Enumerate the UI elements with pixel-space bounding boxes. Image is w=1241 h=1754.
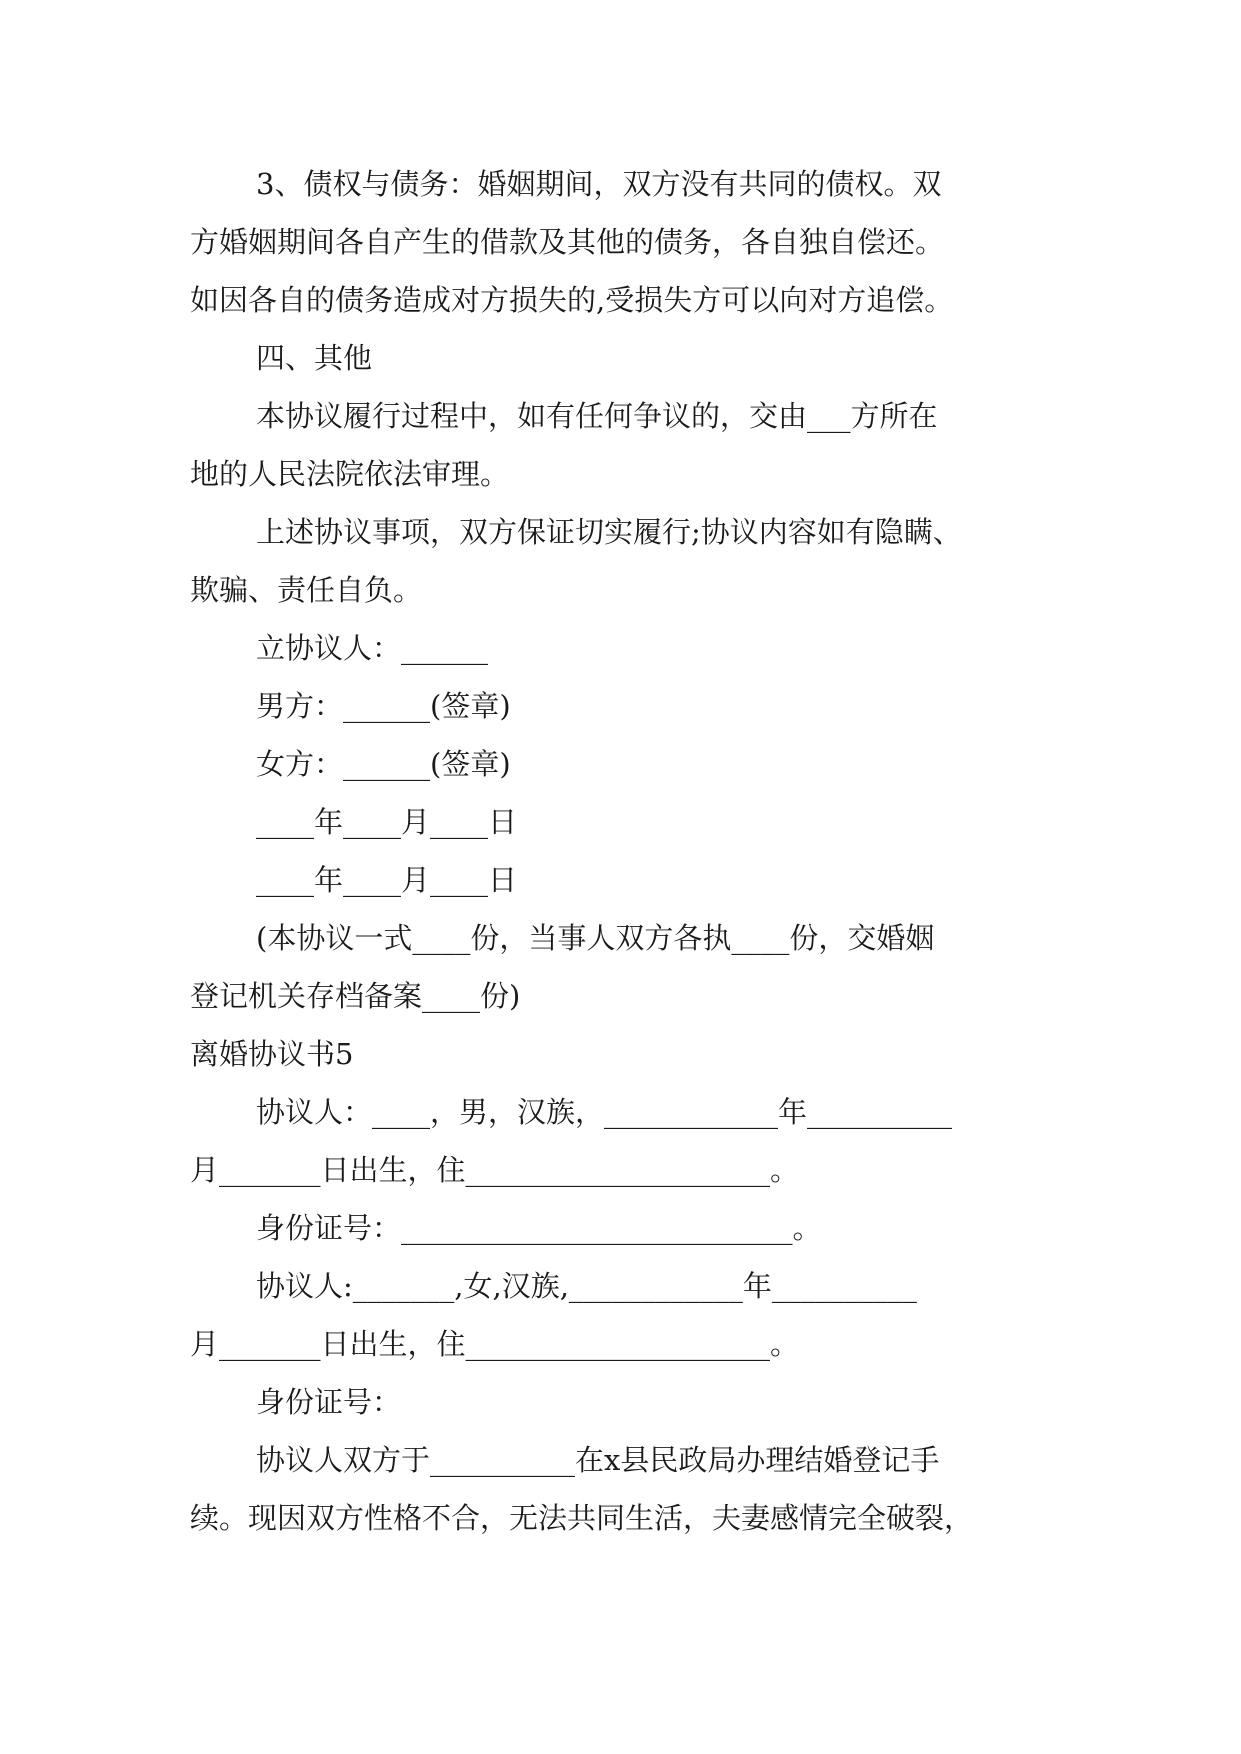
paragraph-line: 地的人民法院依法审理。	[190, 457, 510, 491]
signatory-line: 立协议人：______	[256, 631, 489, 665]
paragraph-line: 3、债权与债务：婚姻期间，双方没有共同的债权。双	[256, 167, 942, 201]
section-heading: 四、其他	[256, 341, 373, 375]
party-info-line: 协议人:_______,女,汉族,____________年__________	[256, 1269, 917, 1303]
copies-note-line: 登记机关存档备案____份)	[190, 979, 521, 1013]
paragraph-line: 欺骗、责任自负。	[190, 573, 423, 607]
paragraph-line: 上述协议事项，双方保证切实履行;协议内容如有隐瞒、	[256, 515, 962, 549]
paragraph-line: 本协议履行过程中，如有任何争议的，交由___方所在	[256, 399, 938, 433]
male-party-signature-line: 男方：______(签章)	[256, 689, 511, 723]
party-info-line: 月_______日出生，住_____________________。	[190, 1327, 800, 1361]
date-line: ____年____月____日	[256, 863, 518, 897]
paragraph-line: 续。现因双方性格不合，无法共同生活，夫妻感情完全破裂，	[190, 1501, 974, 1535]
paragraph-line: 如因各自的债务造成对方损失的,受损失方可以向对方追偿。	[190, 283, 954, 317]
id-number-line: 身份证号：	[256, 1385, 402, 1419]
paragraph-line: 方婚姻期间各自产生的借款及其他的债务，各自独自偿还。	[190, 225, 945, 259]
party-info-line: 月_______日出生，住_____________________。	[190, 1153, 800, 1187]
female-party-signature-line: 女方：______(签章)	[256, 747, 511, 781]
copies-note-line: (本协议一式____份，当事人双方各执____份，交婚姻	[256, 921, 935, 955]
document-title: 离婚协议书5	[190, 1037, 354, 1071]
party-info-line: 协议人：____，男，汉族，____________年__________	[256, 1095, 953, 1129]
id-number-line: 身份证号：___________________________。	[256, 1211, 822, 1245]
date-line: ____年____月____日	[256, 805, 518, 839]
paragraph-line: 协议人双方于__________在x县民政局办理结婚登记手	[256, 1443, 940, 1477]
